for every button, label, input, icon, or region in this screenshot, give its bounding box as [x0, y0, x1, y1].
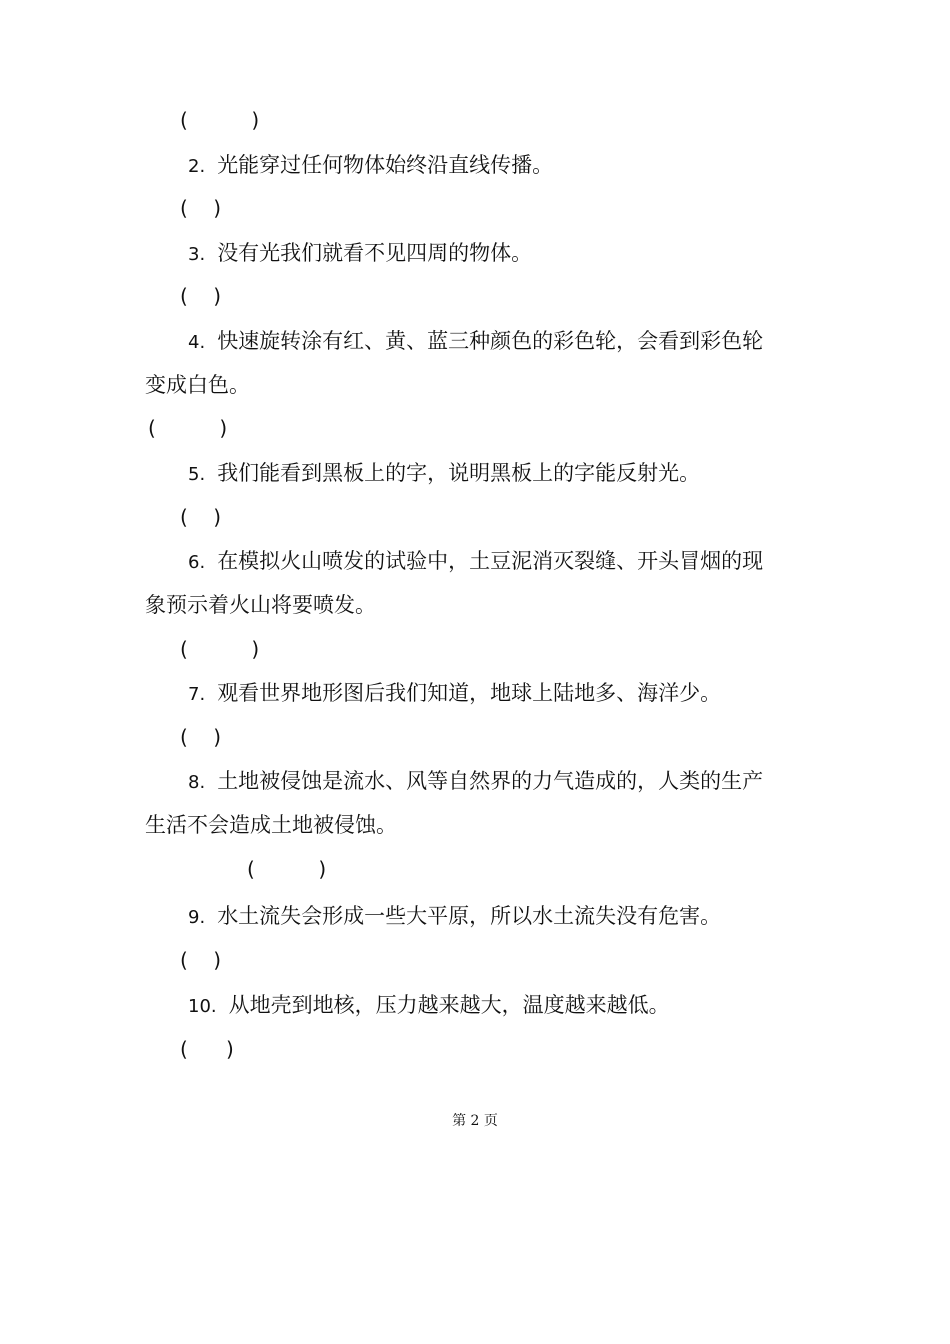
question-number: 8.	[188, 772, 206, 793]
question-text: 观看世界地形图后我们知道，地球上陆地多、海洋少。	[217, 681, 722, 705]
question-number: 10.	[188, 996, 217, 1017]
answer-parentheses: ( )	[180, 1037, 234, 1061]
answer-parentheses: ( )	[180, 505, 222, 529]
answer-parentheses: ( )	[180, 196, 222, 220]
question-4	[188, 331, 763, 352]
question-8-continued: 生活不会造成土地被侵蚀。	[145, 813, 397, 837]
answer-parentheses: ( )	[180, 637, 260, 661]
question-number: 5.	[188, 464, 206, 485]
question-number: 9.	[188, 907, 206, 928]
question-8	[188, 771, 763, 792]
question-number: 3.	[188, 244, 206, 265]
question-number: 6.	[188, 552, 206, 573]
question-text: 光能穿过任何物体始终沿直线传播。	[217, 153, 554, 177]
question-text: 快速旋转涂有红、黄、蓝三种颜色的彩色轮，会看到彩色轮	[217, 329, 764, 353]
question-text: 没有光我们就看不见四周的物体。	[217, 241, 533, 265]
question-number: 7.	[188, 684, 206, 705]
page-number: 第 2 页	[452, 1113, 498, 1129]
question-text: 水土流失会形成一些大平原，所以水土流失没有危害。	[217, 904, 722, 928]
answer-parentheses: ( )	[180, 108, 260, 132]
answer-parentheses: ( )	[180, 725, 222, 749]
question-2	[188, 155, 553, 176]
question-3	[188, 243, 532, 264]
question-7	[188, 683, 721, 704]
question-number: 2.	[188, 156, 206, 177]
question-text: 从地壳到地核，压力越来越大，温度越来越低。	[228, 993, 670, 1017]
answer-parentheses: ( )	[180, 284, 222, 308]
question-text: 在模拟火山喷发的试验中，土豆泥消灭裂缝、开头冒烟的现	[217, 549, 764, 573]
answer-parentheses: ( )	[247, 857, 327, 881]
question-6-continued: 象预示着火山将要喷发。	[145, 593, 376, 617]
question-text: 土地被侵蚀是流水、风等自然界的力气造成的，人类的生产	[217, 769, 764, 793]
answer-parentheses: ( )	[148, 416, 228, 440]
question-text: 我们能看到黑板上的字，说明黑板上的字能反射光。	[217, 461, 701, 485]
answer-parentheses: ( )	[180, 948, 222, 972]
question-5	[188, 463, 700, 484]
question-number: 4.	[188, 332, 206, 353]
question-9	[188, 906, 721, 927]
question-4-continued: 变成白色。	[145, 373, 250, 397]
question-10	[188, 995, 670, 1016]
question-6	[188, 551, 763, 572]
